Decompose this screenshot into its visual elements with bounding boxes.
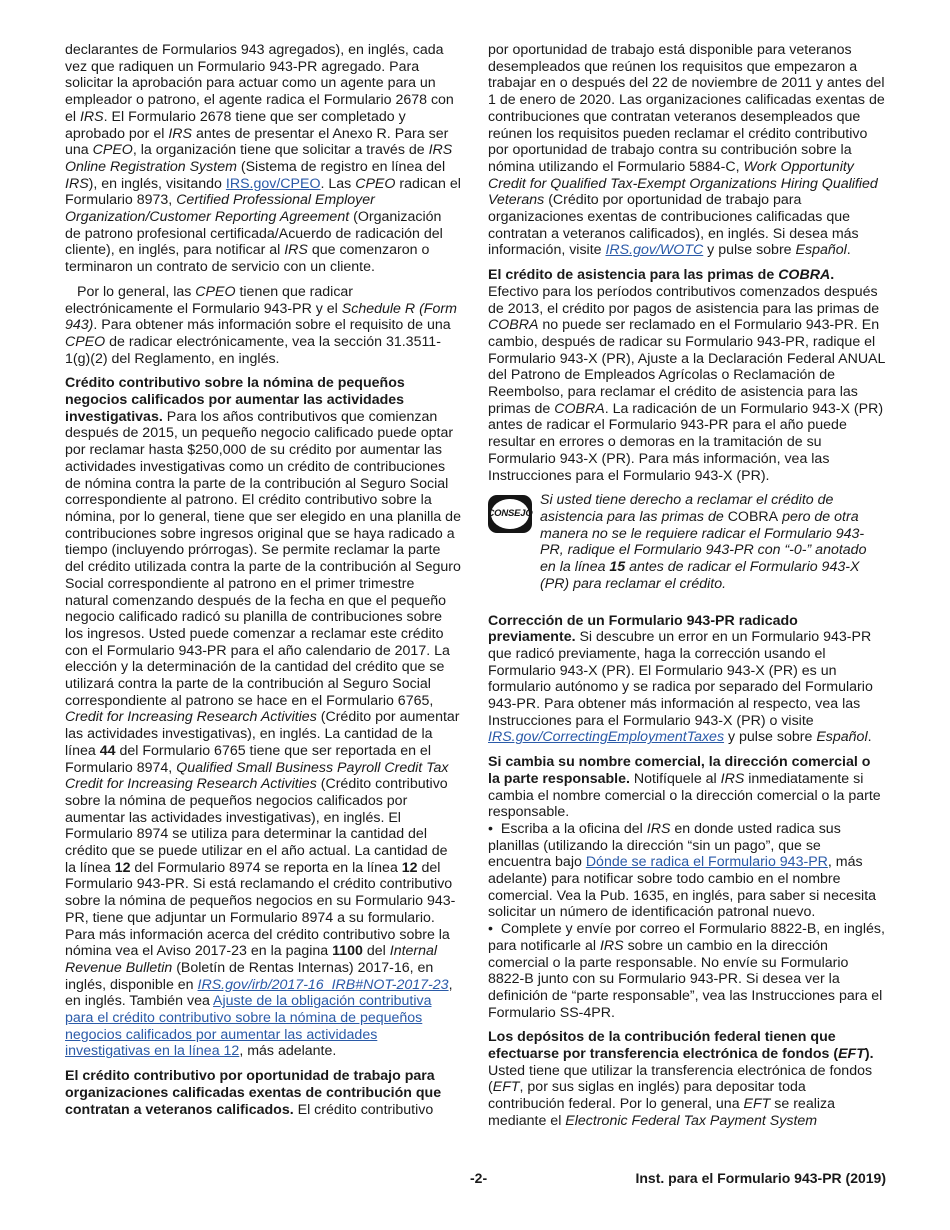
paragraph-eft: Los depósitos de la contribución federal tienen que efectuarse por transferencia electrónica de fondos (EFT). Usted tiene que utilizar la transferencia electrónica de fondos (EFT, por sus siglas en inglés) para depositar toda contribución federal. Por lo general, una EFT se realiza mediante el Electronic Federal Tax Payment System xyxy=(488,1029,874,1129)
heading-wotc: El crédito contributivo por oportunidad de trabajo para organizaciones calificadas exentas de contribución que contratan a veteranos calificados. xyxy=(65,1068,442,1118)
heading-research-credit: Crédito contributivo sobre la nómina de pequeños negocios calificados por aumentar las actividades investigativas. xyxy=(65,375,405,425)
paragraph-wotc-heading: El crédito contributivo por oportunidad de trabajo para organizaciones calificadas exentas de contribución que contratan a veteranos calificados. El crédito contributivo xyxy=(65,1068,442,1118)
footer-title: Inst. para el Formulario 943-PR (2019) xyxy=(635,1170,886,1186)
page-number: -2- xyxy=(470,1170,488,1186)
paragraph-cpeo-efile: Por lo general, las CPEO tienen que radicar electrónicamente el Formulario 943-PR y el Schedule R (Form 943). Para obtener más información sobre el requisito de una CPEO de radicar electrónicamente, vea la sección 31.3511-1(g)(2) del Reglamento, en inglés. xyxy=(65,283,457,367)
paragraph-name-change: Si cambia su nombre comercial, la dirección comercial o la parte responsable. Notifíquele al IRS inmediatamente si cambia el nombre comercial o la dirección comercial o la parte responsable. xyxy=(488,754,881,821)
heading-name-change: Si cambia su nombre comercial, la dirección comercial o la parte responsable. xyxy=(488,754,871,787)
consejo-tip: CONSEJO Si usted tiene derecho a reclamar el crédito de asistencia para las primas de COBRA pero de otra manera no se le requiere radicar el Formulario 943-PR, radique el Formulario 943-PR con “-0-” anotado en la línea 15 antes de radicar el Formulario 943-X (PR) para reclamar el crédito. xyxy=(487,492,867,592)
bullet-form-8822b: • Complete y envíe por correo el Formulario 8822-B, en inglés, para notificarle al IRS sobre un cambio en la dirección comercial o la parte responsable. No envíe su Formulario 8822-B junto con su Formulario 943-PR. Si desea ver la definición de “parte responsable”, vea las Instrucciones para el Formulario SS-4PR. xyxy=(488,921,885,1021)
paragraph-research-credit: Crédito contributivo sobre la nómina de pequeños negocios calificados por aumentar las actividades investigativas. Para los años contributivos que comienzan después de 2015, un pequeño negocio calificado puede optar por reclamar hasta $250,000 de su crédito por aumentar las actividades investigativas como un crédito de contribuciones de nómina contra la parte de la contribución al Seguro Social correspondiente al patrono. El crédito contributivo sobre la nómina, por lo general, tiene que ser elegido en una planilla de contribuciones sobre ingresos original que se haya radicado a tiempo (incluyendo prórrogas). Se permite reclamar la parte del crédito utilizada contra la parte de la contribución al Seguro Social correspondiente al patrono en el primer trimestre natural comenzando después de la fecha en que el pequeño negocio calificado radicó su planilla de contribuciones sobre los ingresos. Usted puede comenzar a reclamar este crédito con el Formulario 943-PR para el año calendario de 2017. La elección y la determinación de la cantidad del crédito que se utilizará contra la parte de la contribución al Seguro Social correspondiente al patrono se hace en el Formulario 6765, Credit for Increasing Research Activities (Crédito por aumentar las actividades investigativas), en inglés. La cantidad de la línea 44 del Formulario 6765 tiene que ser reportada en el Formulario 8974, Qualified Small Business Payroll Credit Tax Credit for Increasing Research Activities (Crédito contributivo sobre la nómina de pequeños negocios calificados por aumentar las actividades investigativas), en inglés. El Formulario 8974 se utiliza para determinar la cantidad del crédito que se puede utilizar en el año actual. La cantidad de la línea 12 del Formulario 8974 se reporta en la línea 12 del Formulario 943-PR. Si está reclamando el crédito contributivo sobre la nómina de pequeños negocios en su Formulario 943-PR, tiene que adjuntar un Formulario 8974 a su formulario. Para más información acerca del crédito contributivo sobre la nómina vea el Aviso 2017-23 en la pagina 1100 del Internal Revenue Bulletin (Boletín de Rentas Internas) 2017-16, en inglés, disponible en IRS.gov/irb/2017-16_IRB#NOT-2017-23, en inglés. También vea Ajuste de la obligación contributiva para el crédito contributivo sobre la nómina de pequeños negocios calificados por aumentar las actividades investigativas en la línea 12, más adelante. xyxy=(65,375,461,1060)
consejo-icon: CONSEJO xyxy=(488,495,532,533)
left-column xyxy=(65,42,461,1126)
link-correcting-employment-taxes[interactable]: IRS.gov/CorrectingEmploymentTaxes xyxy=(488,729,725,746)
link-irs-cpeo[interactable]: IRS.gov/CPEO xyxy=(225,175,321,192)
paragraph-correction: Corrección de un Formulario 943-PR radicado previamente. Si descubre un error en un Formulario 943-PR que radicó previamente, haga la corrección usando el Formulario 943-X (PR). El Formulario 943-X (PR) es un formulario autónomo y se radica por separado del Formulario 943-PR. Para obtener más información al respecto, vea las Instrucciones para el Formulario 943-X (PR) o visite IRS.gov/CorrectingEmploymentTaxes y pulse sobre Español. xyxy=(488,612,873,746)
page-footer xyxy=(65,1170,886,1190)
paragraph-cobra: El crédito de asistencia para las primas de COBRA. Efectivo para los períodos contributivos comenzados después de 2013, el crédito por pagos de asistencia para las primas de COBRA no puede ser reclamado en el Formulario 943-PR. En cambio, después de radicar su Formulario 943-PR, radique el Formulario 943-X (PR), Ajuste a la Declaración Federal ANUAL del Patrono de Empleados Agrícolas o Reclamación de Reembolso, para reclamar el crédito de asistencia para las primas de COBRA. La radicación de un Formulario 943-X (PR) antes de radicar el Formulario 943-PR para el año puede resultar en errores o demoras en la tramitación de su Formulario 943-X (PR). Para más información, vea las Instrucciones para el Formulario 943-X (PR). xyxy=(488,267,885,484)
link-donde-se-radica[interactable]: Dónde se radica el Formulario 943-PR xyxy=(585,854,828,871)
link-ajuste-credito-linea-12[interactable]: Ajuste de la obligación contributiva para el crédito contributivo sobre la nómina de pequeños negocios calificados por aumentar las actividades investigativas en la línea 12 xyxy=(65,993,432,1060)
paragraph-wotc: por oportunidad de trabajo está disponible para veteranos desempleados que reúnen los requisitos que empezaron a trabajar en o después del 22 de noviembre de 2011 y antes del 1 de enero de 2020. Las organizaciones calificadas exentas de contribuciones que contratan veteranos desempleados que reúnen los requisitos pueden reclamar el crédito contributivo por oportunidad de trabajo contra su contribución sobre la nómina utilizando el Formulario 5884-C, Work Opportunity Credit for Qualified Tax-Exempt Organizations Hiring Qualified Veterans (Crédito por oportunidad de trabajo para organizaciones exentas de contribuciones calificadas que contratan a veteranos calificados), en inglés. Si desea más información, visite IRS.gov/WOTC y pulse sobre Español. xyxy=(488,42,885,259)
heading-eft: Los depósitos de la contribución federal tienen que efectuarse por transferencia electrónica de fondos (EFT). xyxy=(488,1029,874,1063)
paragraph-cpeo-agents: declarantes de Formularios 943 agregados), en inglés, cada vez que radiquen un Formulario 943-PR agregado. Para solicitar la aprobación para actuar como un agente para un empleador o patrono, el agente radica el Formulario 2678 con el IRS. El Formulario 2678 tiene que ser completado y aprobado por el IRS antes de presentar el Anexo R. Para ser una CPEO, la organización tiene que solicitar a través de IRS Online Registration System (Sistema de registro en línea del IRS), en inglés, visitando IRS.gov/CPEO. Las CPEO radican el Formulario 8973, Certified Professional Employer Organization/Customer Reporting Agreement (Organización de patrono profesional certificada/Acuerdo de radicación del cliente), en inglés, para notificar al IRS que comenzaron o terminaron un contrato de servicio con un cliente. xyxy=(65,42,461,276)
heading-cobra: El crédito de asistencia para las primas de COBRA. xyxy=(488,267,835,284)
right-column xyxy=(488,42,886,1138)
link-irb-2017-16[interactable]: IRS.gov/irb/2017-16_IRB#NOT-2017-23 xyxy=(197,976,449,993)
link-irs-wotc[interactable]: IRS.gov/WOTC xyxy=(605,242,704,259)
bullet-write-irs: • Escriba a la oficina del IRS en donde usted radica sus planillas (utilizando la dirección “sin un pago”, que se encuentra bajo Dónde se radica el Formulario 943-PR, más adelante) para notificar sobre todo cambio en el nombre comercial. Vea la Pub. 1635, en inglés, para saber si necesita solicitar un número de identificación patronal nuevo. xyxy=(488,820,877,921)
heading-correction: Corrección de un Formulario 943-PR radicado previamente. xyxy=(488,612,798,646)
